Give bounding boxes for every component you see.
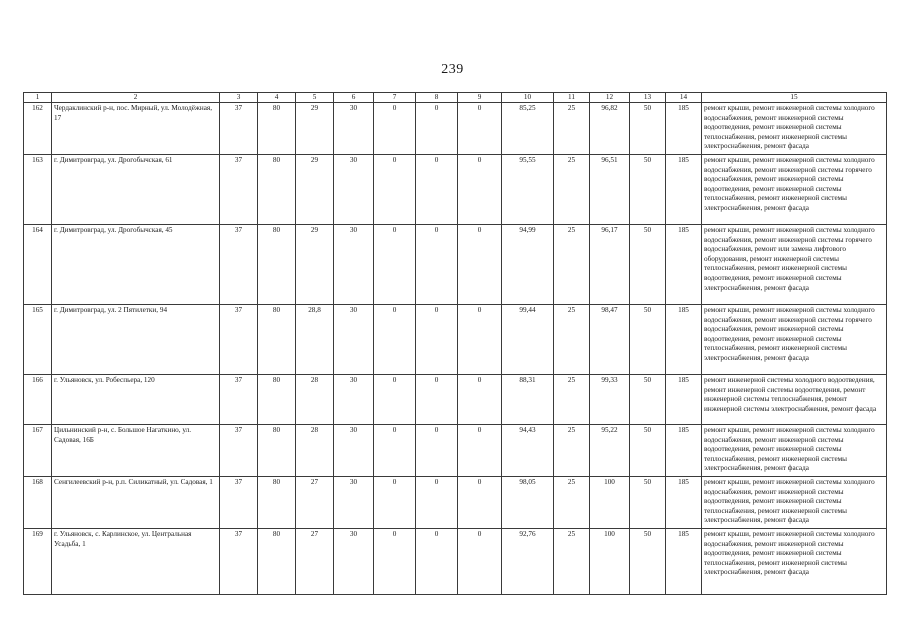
value-cell-col-7: 0 [374,375,416,425]
value-cell-col-14: 185 [666,477,702,529]
address-cell: Цильнинский р-н, с. Большое Нагаткино, ул. Садовая, 16Б [52,425,220,477]
value-cell-col-13: 50 [630,529,666,595]
value-cell-col-7: 0 [374,477,416,529]
value-cell-col-3: 37 [220,103,258,155]
value-cell-col-5: 27 [296,529,334,595]
value-cell-col-13: 50 [630,103,666,155]
table-row [24,225,887,305]
value-cell-col-12: 96,51 [590,155,630,225]
works-description-cell: ремонт инженерной системы холодного водоотведения, ремонт инженерной системы водоотведения, ремонт инженерной системы теплоснабжения, ремонт инженерной системы электроснабжения, ремонт фасада [702,375,887,425]
value-cell-col-13: 50 [630,375,666,425]
value-cell-col-9: 0 [458,155,502,225]
value-cell-col-9: 0 [458,305,502,375]
table-row [24,155,887,225]
value-cell-col-11: 25 [554,477,590,529]
value-cell-col-4: 80 [258,155,296,225]
value-cell-col-9: 0 [458,375,502,425]
works-description-cell: ремонт крыши, ремонт инженерной системы холодного водоснабжения, ремонт инженерной системы горячего водоснабжения, ремонт или замена лифтового оборудования, ремонт инженерной системы теплоснабжения, ремонт инженерной системы водоотведения, ремонт инженерной системы электроснабжения, ремонт фасада [702,225,887,305]
value-cell-col-8: 0 [416,305,458,375]
row-number-cell: 166 [24,375,52,425]
value-cell-col-8: 0 [416,225,458,305]
value-cell-col-6: 30 [334,103,374,155]
value-cell-col-4: 80 [258,225,296,305]
value-cell-col-3: 37 [220,155,258,225]
value-cell-col-10: 94,99 [502,225,554,305]
value-cell-col-13: 50 [630,425,666,477]
value-cell-col-14: 185 [666,103,702,155]
address-cell: г. Димитровград, ул. Дрогобычская, 61 [52,155,220,225]
value-cell-col-7: 0 [374,425,416,477]
column-header-13: 13 [630,93,666,103]
value-cell-col-13: 50 [630,305,666,375]
value-cell-col-13: 50 [630,225,666,305]
value-cell-col-6: 30 [334,477,374,529]
value-cell-col-8: 0 [416,425,458,477]
value-cell-col-4: 80 [258,425,296,477]
value-cell-col-6: 30 [334,425,374,477]
value-cell-col-8: 0 [416,477,458,529]
value-cell-col-5: 27 [296,477,334,529]
value-cell-col-14: 185 [666,155,702,225]
table-row [24,103,887,155]
column-header-9: 9 [458,93,502,103]
value-cell-col-3: 37 [220,477,258,529]
table-row [24,375,887,425]
value-cell-col-12: 96,17 [590,225,630,305]
value-cell-col-13: 50 [630,477,666,529]
address-cell: Сенгилеевский р-н, р.п. Силикатный, ул. Садовая, 1 [52,477,220,529]
table-row [24,425,887,477]
works-description-cell: ремонт крыши, ремонт инженерной системы холодного водоснабжения, ремонт инженерной системы водоотведения, ремонт инженерной системы теплоснабжения, ремонт инженерной системы электроснабжения, ремонт фасада [702,529,887,595]
column-header-11: 11 [554,93,590,103]
value-cell-col-6: 30 [334,225,374,305]
table-row [24,477,887,529]
value-cell-col-3: 37 [220,425,258,477]
column-header-6: 6 [334,93,374,103]
value-cell-col-6: 30 [334,155,374,225]
table-row [24,529,887,595]
value-cell-col-5: 29 [296,225,334,305]
value-cell-col-7: 0 [374,225,416,305]
header-row [24,93,887,103]
value-cell-col-14: 185 [666,305,702,375]
value-cell-col-5: 29 [296,155,334,225]
row-number-cell: 167 [24,425,52,477]
value-cell-col-5: 29 [296,103,334,155]
value-cell-col-11: 25 [554,529,590,595]
value-cell-col-9: 0 [458,477,502,529]
value-cell-col-7: 0 [374,103,416,155]
column-header-12: 12 [590,93,630,103]
value-cell-col-14: 185 [666,375,702,425]
value-cell-col-4: 80 [258,477,296,529]
row-number-cell: 162 [24,103,52,155]
value-cell-col-13: 50 [630,155,666,225]
value-cell-col-4: 80 [258,103,296,155]
value-cell-col-3: 37 [220,225,258,305]
table-row [24,305,887,375]
column-header-4: 4 [258,93,296,103]
address-cell: г. Ульяновск, ул. Робеспьера, 120 [52,375,220,425]
value-cell-col-8: 0 [416,375,458,425]
column-header-1: 1 [24,93,52,103]
value-cell-col-12: 100 [590,477,630,529]
column-header-14: 14 [666,93,702,103]
value-cell-col-4: 80 [258,529,296,595]
works-description-cell: ремонт крыши, ремонт инженерной системы холодного водоснабжения, ремонт инженерной системы горячего водоснабжения, ремонт инженерной системы водоотведения, ремонт инженерной системы теплоснабжения, ремонт инженерной системы электроснабжения, ремонт фасада [702,305,887,375]
value-cell-col-8: 0 [416,529,458,595]
repair-registry-table [23,92,887,595]
column-header-7: 7 [374,93,416,103]
value-cell-col-11: 25 [554,155,590,225]
value-cell-col-11: 25 [554,425,590,477]
table-body [24,103,887,595]
value-cell-col-12: 95,22 [590,425,630,477]
value-cell-col-12: 99,33 [590,375,630,425]
value-cell-col-10: 95,55 [502,155,554,225]
page-number: 239 [441,62,464,77]
value-cell-col-12: 100 [590,529,630,595]
value-cell-col-6: 30 [334,529,374,595]
value-cell-col-10: 92,76 [502,529,554,595]
value-cell-col-3: 37 [220,305,258,375]
value-cell-col-3: 37 [220,375,258,425]
value-cell-col-3: 37 [220,529,258,595]
column-header-15: 15 [702,93,887,103]
address-cell: Чердаклинский р-н, пос. Мирный, ул. Молодёжная, 17 [52,103,220,155]
value-cell-col-14: 185 [666,529,702,595]
value-cell-col-10: 88,31 [502,375,554,425]
value-cell-col-9: 0 [458,529,502,595]
column-header-5: 5 [296,93,334,103]
works-description-cell: ремонт крыши, ремонт инженерной системы холодного водоснабжения, ремонт инженерной системы водоотведения, ремонт инженерной системы теплоснабжения, ремонт инженерной системы электроснабжения, ремонт фасада [702,477,887,529]
value-cell-col-4: 80 [258,305,296,375]
value-cell-col-7: 0 [374,305,416,375]
value-cell-col-11: 25 [554,225,590,305]
address-cell: г. Димитровград, ул. 2 Пятилетки, 94 [52,305,220,375]
value-cell-col-6: 30 [334,375,374,425]
value-cell-col-5: 28 [296,375,334,425]
value-cell-col-10: 94,43 [502,425,554,477]
value-cell-col-11: 25 [554,305,590,375]
value-cell-col-7: 0 [374,529,416,595]
value-cell-col-14: 185 [666,425,702,477]
value-cell-col-14: 185 [666,225,702,305]
value-cell-col-8: 0 [416,103,458,155]
value-cell-col-10: 99,44 [502,305,554,375]
value-cell-col-8: 0 [416,155,458,225]
column-header-10: 10 [502,93,554,103]
value-cell-col-7: 0 [374,155,416,225]
column-header-2: 2 [52,93,220,103]
value-cell-col-12: 98,47 [590,305,630,375]
value-cell-col-9: 0 [458,225,502,305]
value-cell-col-6: 30 [334,305,374,375]
address-cell: г. Ульяновск, с. Карлинское, ул. Центральная Усадьба, 1 [52,529,220,595]
works-description-cell: ремонт крыши, ремонт инженерной системы холодного водоснабжения, ремонт инженерной системы водоотведения, ремонт инженерной системы теплоснабжения, ремонт инженерной системы электроснабжения, ремонт фасада [702,103,887,155]
value-cell-col-12: 96,82 [590,103,630,155]
column-header-3: 3 [220,93,258,103]
table-header [24,93,887,103]
row-number-cell: 164 [24,225,52,305]
value-cell-col-9: 0 [458,103,502,155]
value-cell-col-9: 0 [458,425,502,477]
address-cell: г. Димитровград, ул. Дрогобычская, 45 [52,225,220,305]
row-number-cell: 168 [24,477,52,529]
value-cell-col-11: 25 [554,103,590,155]
column-header-8: 8 [416,93,458,103]
value-cell-col-11: 25 [554,375,590,425]
value-cell-col-10: 85,25 [502,103,554,155]
value-cell-col-5: 28 [296,425,334,477]
row-number-cell: 169 [24,529,52,595]
row-number-cell: 165 [24,305,52,375]
row-number-cell: 163 [24,155,52,225]
value-cell-col-5: 28,8 [296,305,334,375]
value-cell-col-10: 98,05 [502,477,554,529]
value-cell-col-4: 80 [258,375,296,425]
works-description-cell: ремонт крыши, ремонт инженерной системы холодного водоснабжения, ремонт инженерной системы горячего водоснабжения, ремонт инженерной системы водоотведения, ремонт инженерной системы теплоснабжения, ремонт инженерной системы электроснабжения, ремонт фасада [702,155,887,225]
works-description-cell: ремонт крыши, ремонт инженерной системы холодного водоснабжения, ремонт инженерной системы водоотведения, ремонт инженерной системы теплоснабжения, ремонт инженерной системы электроснабжения, ремонт фасада [702,425,887,477]
